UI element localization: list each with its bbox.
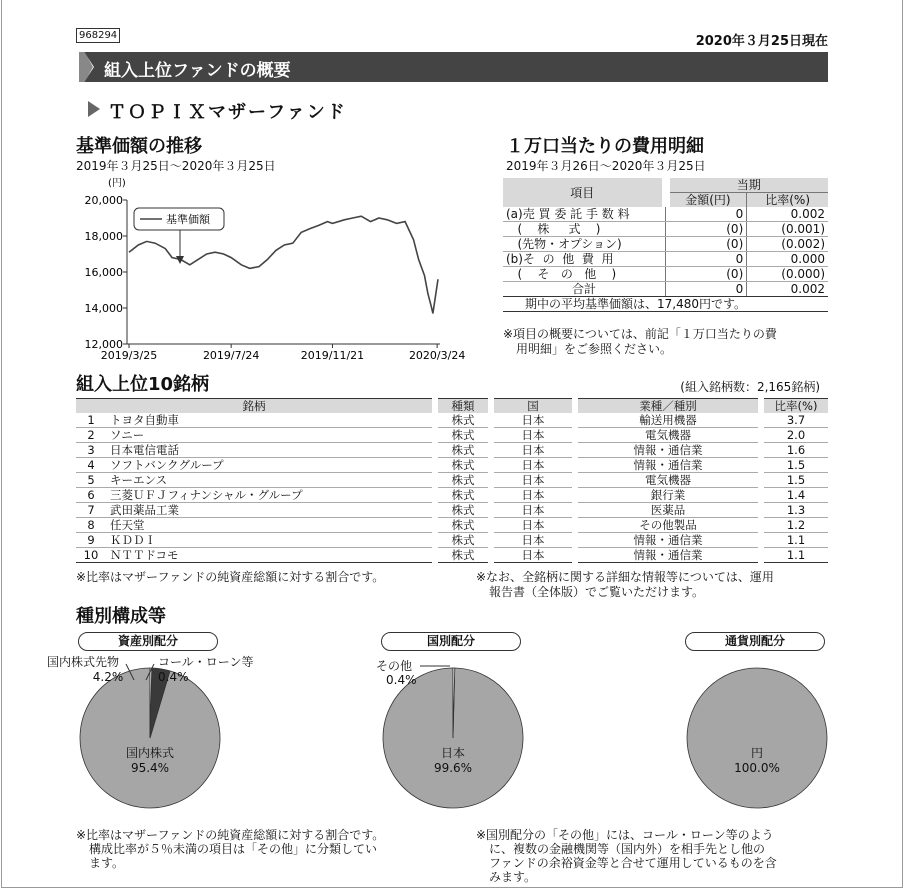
asset-call-loan-pct: 0.4% bbox=[158, 670, 189, 684]
legend-label: 基準価額 bbox=[166, 213, 210, 226]
cost-header-period: 当期 bbox=[666, 178, 829, 193]
holding-row bbox=[76, 533, 828, 548]
holding-country: 日本 bbox=[494, 518, 572, 533]
y-tick-label: 20,000 bbox=[84, 194, 123, 207]
document-id: 968294 bbox=[76, 28, 120, 43]
currency-allocation-label: 通貨別配分 bbox=[685, 632, 825, 651]
holding-type: 株式 bbox=[438, 503, 488, 518]
currency-yen-pct: 100.0% bbox=[734, 761, 780, 775]
cost-row-ratio: (0.001) bbox=[747, 222, 828, 237]
fund-name: ＴＯＰＩＸマザーファンド bbox=[108, 102, 347, 123]
holding-country: 日本 bbox=[494, 458, 572, 473]
col-sector: 業種／種別 bbox=[578, 399, 758, 414]
comp-note-right-2: に、複数の金融機関等（国内外）を相手先とし他の bbox=[489, 842, 766, 856]
cost-row-amount: 0 bbox=[666, 252, 747, 267]
cost-row bbox=[503, 267, 828, 282]
holding-ratio: 1.2 bbox=[764, 518, 828, 533]
cost-total-amount: 0 bbox=[666, 282, 747, 297]
holding-name: トヨタ自動車 bbox=[106, 413, 432, 428]
holding-sector: 輸送用機器 bbox=[578, 413, 758, 428]
holding-type: 株式 bbox=[438, 458, 488, 473]
holding-ratio: 1.5 bbox=[764, 473, 828, 488]
cost-row bbox=[503, 222, 828, 237]
holding-ratio: 1.1 bbox=[764, 548, 828, 563]
cost-row-ratio: 0.002 bbox=[747, 207, 828, 222]
holding-ratio: 1.1 bbox=[764, 533, 828, 548]
cost-row-ratio: 0.000 bbox=[747, 252, 828, 267]
holding-sector: 電気機器 bbox=[578, 473, 758, 488]
holding-ratio: 1.4 bbox=[764, 488, 828, 503]
holding-name: 三菱ＵＦＪフィナンシャル・グループ bbox=[106, 488, 432, 503]
holding-ratio: 1.6 bbox=[764, 443, 828, 458]
country-japan-name: 日本 bbox=[440, 746, 465, 760]
holding-rank: 10 bbox=[76, 548, 106, 563]
holding-type: 株式 bbox=[438, 488, 488, 503]
y-tick-label: 16,000 bbox=[84, 266, 123, 279]
cost-table bbox=[503, 178, 828, 312]
cost-row-ratio: (0.000) bbox=[747, 267, 828, 282]
holding-rank: 8 bbox=[76, 518, 106, 533]
holding-rank: 3 bbox=[76, 443, 106, 458]
holding-country: 日本 bbox=[494, 473, 572, 488]
holding-row bbox=[76, 488, 828, 503]
holding-name: ＮＴＴドコモ bbox=[106, 548, 432, 563]
x-tick-label: 2020/3/24 bbox=[408, 349, 466, 362]
holdings-note-right-2: 報告書（全体版）でご覧いただけます。 bbox=[489, 585, 705, 599]
holding-type: 株式 bbox=[438, 473, 488, 488]
asset-allocation-label: 資産別配分 bbox=[78, 632, 218, 651]
cost-row-amount: 0 bbox=[666, 207, 747, 222]
holding-row bbox=[76, 458, 828, 473]
cost-total-label: 合計 bbox=[503, 282, 666, 297]
holdings-note-right-1: ※なお、全銘柄に関する詳細な情報等については、運用 bbox=[476, 570, 774, 584]
holding-ratio: 1.3 bbox=[764, 503, 828, 518]
nav-line-chart bbox=[76, 172, 486, 362]
holding-sector: 電気機器 bbox=[578, 428, 758, 443]
y-tick-label: 14,000 bbox=[84, 302, 123, 315]
asset-call-loan-name: コール・ローン等 bbox=[158, 655, 254, 669]
cost-row-amount: (0) bbox=[666, 267, 747, 282]
holding-rank: 9 bbox=[76, 533, 106, 548]
holding-rank: 6 bbox=[76, 488, 106, 503]
composition-title: 種別構成等 bbox=[76, 606, 166, 627]
cost-header-amount: 金額(円) bbox=[666, 193, 747, 208]
holding-type: 株式 bbox=[438, 428, 488, 443]
pie-slice bbox=[687, 668, 827, 808]
asset-futures-name: 国内株式先物 bbox=[46, 655, 119, 669]
holding-row bbox=[76, 428, 828, 443]
holding-sector: 銀行業 bbox=[578, 488, 758, 503]
cost-row-label: ( そ の 他 ) bbox=[503, 267, 666, 282]
x-tick-label: 2019/7/24 bbox=[202, 349, 260, 362]
country-other-pct: 0.4% bbox=[386, 673, 417, 687]
fund-triangle-icon bbox=[88, 101, 100, 117]
country-other-name: その他 bbox=[376, 659, 413, 673]
cost-row-label: ( 株 式 ) bbox=[503, 222, 666, 237]
holding-sector: 情報・通信業 bbox=[578, 548, 758, 563]
comp-note-right-3: ファンドの余裕資金等と合せて運用しているものを含 bbox=[489, 856, 777, 870]
holding-country: 日本 bbox=[494, 443, 572, 458]
avg-nav-note: 期中の平均基準価額は、17,480円です。 bbox=[503, 297, 828, 312]
holding-type: 株式 bbox=[438, 443, 488, 458]
banner-title: 組入上位ファンドの概要 bbox=[104, 61, 291, 81]
currency-pie-chart bbox=[679, 660, 835, 816]
cost-row-amount: (0) bbox=[666, 237, 747, 252]
holding-ratio: 3.7 bbox=[764, 413, 828, 428]
comp-note-left-2: 構成比率が５％未満の項目は「その他」に分類してい bbox=[89, 842, 378, 856]
holding-rank: 2 bbox=[76, 428, 106, 443]
holding-row bbox=[76, 413, 828, 428]
col-type: 種類 bbox=[438, 399, 488, 414]
holdings-note-left: ※比率はマザーファンドの純資産総額に対する割合です。 bbox=[76, 570, 385, 584]
col-country: 国 bbox=[494, 399, 572, 414]
holding-ratio: 1.5 bbox=[764, 458, 828, 473]
holding-country: 日本 bbox=[494, 428, 572, 443]
country-leader-line bbox=[420, 660, 456, 674]
cost-row bbox=[503, 252, 828, 267]
cost-section-title: １万口当たりの費用明細 bbox=[506, 136, 704, 157]
holding-sector: 医薬品 bbox=[578, 503, 758, 518]
holding-sector: 情報・通信業 bbox=[578, 443, 758, 458]
holding-country: 日本 bbox=[494, 533, 572, 548]
comp-note-left-3: ます。 bbox=[89, 856, 125, 870]
cost-row-label: (b)そ の 他 費 用 bbox=[503, 252, 666, 267]
x-tick-label: 2019/3/25 bbox=[100, 349, 158, 362]
asset-domestic-pct: 95.4% bbox=[130, 761, 170, 775]
holdings-table bbox=[76, 398, 828, 563]
asset-futures-pct: 4.2% bbox=[92, 670, 124, 684]
cost-header-item: 項目 bbox=[503, 178, 666, 207]
holding-country: 日本 bbox=[494, 548, 572, 563]
holding-rank: 1 bbox=[76, 413, 106, 428]
cost-row-amount: (0) bbox=[666, 222, 747, 237]
col-ratio: 比率(%) bbox=[764, 399, 828, 414]
holding-type: 株式 bbox=[438, 518, 488, 533]
holdings-count: (組入銘柄数：2,165銘柄) bbox=[680, 380, 820, 394]
cost-row-label: (先物・オプション) bbox=[503, 237, 666, 252]
cost-total-ratio: 0.002 bbox=[747, 282, 828, 297]
holding-rank: 7 bbox=[76, 503, 106, 518]
holding-row bbox=[76, 548, 828, 563]
chart-legend bbox=[134, 208, 224, 264]
country-japan-pct: 99.6% bbox=[433, 761, 473, 775]
x-tick-label: 2019/11/21 bbox=[300, 349, 365, 362]
holding-rank: 4 bbox=[76, 458, 106, 473]
cost-note-1: ※項目の概要については、前記「１万口当たりの費 bbox=[503, 327, 777, 341]
asset-domestic-name: 国内株式 bbox=[125, 746, 174, 760]
col-name: 銘柄 bbox=[76, 399, 432, 414]
as-of-date: 2020年３月25日現在 bbox=[695, 34, 828, 49]
cost-total-row bbox=[503, 282, 828, 297]
currency-yen-name: 円 bbox=[750, 746, 763, 760]
holding-sector: その他製品 bbox=[578, 518, 758, 533]
holding-sector: 情報・通信業 bbox=[578, 533, 758, 548]
cost-row-label: (a)売 買 委 託 手 数 料 bbox=[503, 207, 666, 222]
y-axis-label: (円) bbox=[108, 178, 126, 189]
cost-note-2: 用明細」をご参照ください。 bbox=[516, 342, 673, 356]
holding-sector: 情報・通信業 bbox=[578, 458, 758, 473]
comp-note-right-1: ※国別配分の「その他」には、コール・ローン等のよう bbox=[476, 828, 774, 842]
holding-country: 日本 bbox=[494, 413, 572, 428]
holding-name: 任天堂 bbox=[106, 518, 432, 533]
cost-row bbox=[503, 237, 828, 252]
cost-header-ratio: 比率(%) bbox=[747, 193, 828, 208]
holding-ratio: 2.0 bbox=[764, 428, 828, 443]
nav-period: 2019年３月25日～2020年３月25日 bbox=[76, 159, 276, 173]
cost-row bbox=[503, 207, 828, 222]
holding-type: 株式 bbox=[438, 413, 488, 428]
holding-country: 日本 bbox=[494, 488, 572, 503]
holding-name: キーエンス bbox=[106, 473, 432, 488]
holding-name: ソフトバンクグループ bbox=[106, 458, 432, 473]
holding-row bbox=[76, 503, 828, 518]
holding-type: 株式 bbox=[438, 533, 488, 548]
y-tick-label: 12,000 bbox=[84, 338, 123, 351]
holding-name: ソニー bbox=[106, 428, 432, 443]
nav-series-line bbox=[129, 216, 438, 313]
holding-row bbox=[76, 443, 828, 458]
holding-row bbox=[76, 518, 828, 533]
y-tick-label: 18,000 bbox=[84, 230, 123, 243]
nav-section-title: 基準価額の推移 bbox=[76, 136, 202, 157]
holding-rank: 5 bbox=[76, 473, 106, 488]
holding-name: 武田薬品工業 bbox=[106, 503, 432, 518]
comp-note-left-1: ※比率はマザーファンドの純資産総額に対する割合です。 bbox=[76, 828, 385, 842]
holding-country: 日本 bbox=[494, 503, 572, 518]
asset-leader-lines bbox=[120, 660, 160, 684]
holding-name: 日本電信電話 bbox=[106, 443, 432, 458]
holding-name: ＫＤＤＩ bbox=[106, 533, 432, 548]
comp-note-right-4: みます。 bbox=[489, 870, 537, 884]
holdings-title: 組入上位10銘柄 bbox=[76, 374, 210, 395]
country-allocation-label: 国別配分 bbox=[381, 632, 521, 651]
holding-type: 株式 bbox=[438, 548, 488, 563]
cost-period: 2019年３月26日～2020年３月25日 bbox=[506, 159, 706, 173]
cost-row-ratio: (0.002) bbox=[747, 237, 828, 252]
holding-row bbox=[76, 473, 828, 488]
